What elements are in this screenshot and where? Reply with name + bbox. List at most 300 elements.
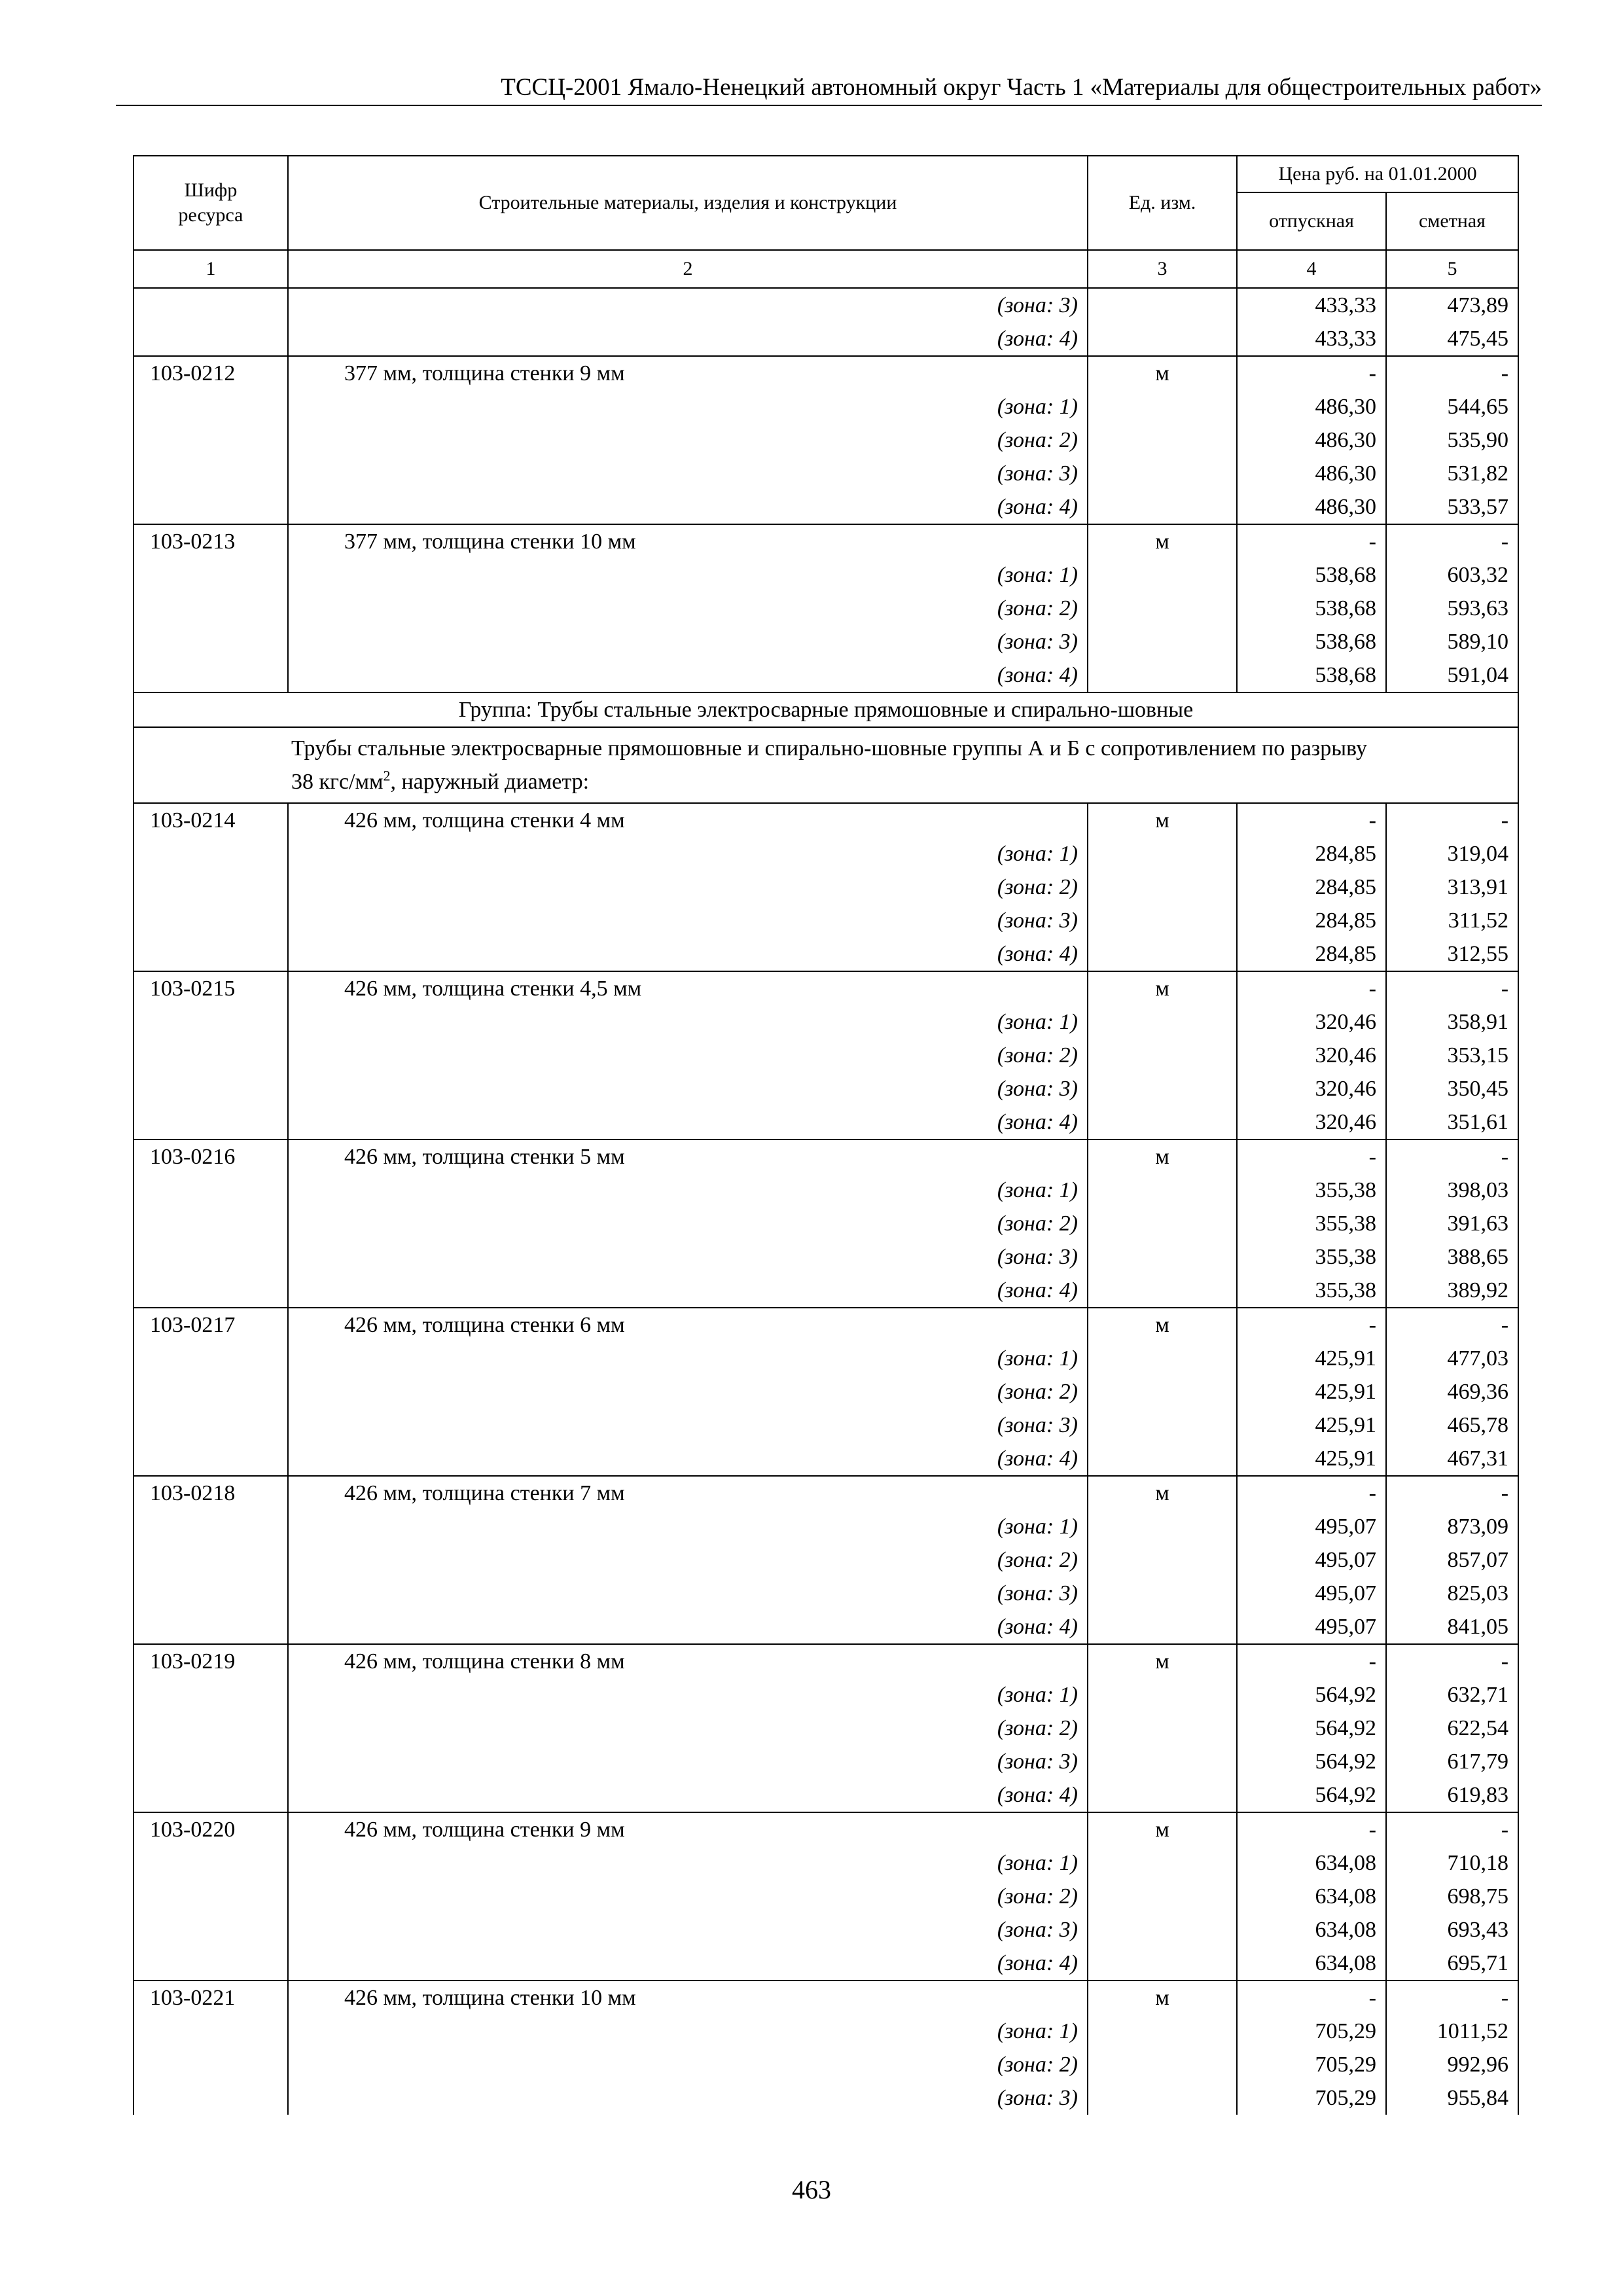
code-cell — [134, 1712, 288, 1745]
release-price: 634,08 — [1237, 1846, 1386, 1880]
estimate-price: 391,63 — [1386, 1207, 1518, 1240]
release-price: 486,30 — [1237, 390, 1386, 423]
zone-label: (зона: 3) — [288, 2081, 1088, 2115]
release-price: 538,68 — [1237, 558, 1386, 592]
zone-row — [134, 1577, 1518, 1610]
estimate-price: 311,52 — [1386, 904, 1518, 937]
group-row — [134, 692, 1518, 727]
release-price: 355,38 — [1237, 1274, 1386, 1308]
estimate-price: 351,61 — [1386, 1105, 1518, 1139]
release-price: 705,29 — [1237, 2015, 1386, 2048]
zone-row — [134, 1408, 1518, 1442]
release-price: - — [1237, 803, 1386, 837]
unit-cell — [1088, 1105, 1237, 1139]
running-header: ТССЦ-2001 Ямало-Ненецкий автономный округ Часть 1 «Материалы для общестроительных работ» — [501, 74, 1542, 101]
release-price: 486,30 — [1237, 490, 1386, 524]
group-description-line2a: 38 кгс/мм — [291, 770, 383, 794]
zone-label: (зона: 2) — [288, 592, 1088, 625]
release-price: 320,46 — [1237, 1072, 1386, 1105]
header-rule — [116, 105, 1542, 106]
estimate-price: 622,54 — [1386, 1712, 1518, 1745]
unit-cell — [1088, 1207, 1237, 1240]
estimate-price: 825,03 — [1386, 1577, 1518, 1610]
resource-code: 103-0213 — [134, 524, 288, 558]
zone-row — [134, 1105, 1518, 1139]
group-description — [134, 727, 1518, 803]
unit-cell — [1088, 457, 1237, 490]
release-price: 284,85 — [1237, 937, 1386, 971]
unit-cell — [1088, 1510, 1237, 1543]
unit-cell — [1088, 625, 1237, 658]
release-price: 425,91 — [1237, 1408, 1386, 1442]
zone-label: (зона: 4) — [288, 1610, 1088, 1644]
zone-label: (зона: 2) — [288, 1712, 1088, 1745]
release-price: 564,92 — [1237, 1745, 1386, 1778]
unit-cell — [1088, 937, 1237, 971]
zone-row — [134, 1543, 1518, 1577]
estimate-price: 312,55 — [1386, 937, 1518, 971]
col-number: 2 — [288, 250, 1088, 288]
zone-row — [134, 1778, 1518, 1812]
estimate-price: 531,82 — [1386, 457, 1518, 490]
estimate-price: 632,71 — [1386, 1678, 1518, 1712]
code-cell — [134, 2081, 288, 2115]
unit-cell — [1088, 592, 1237, 625]
estimate-price: 469,36 — [1386, 1375, 1518, 1408]
code-cell — [134, 1342, 288, 1375]
zone-label: (зона: 3) — [288, 288, 1088, 322]
estimate-price: - — [1386, 524, 1518, 558]
resource-code: 103-0214 — [134, 803, 288, 837]
code-cell — [134, 1610, 288, 1644]
unit-cell: м — [1088, 1981, 1237, 2015]
unit-cell — [1088, 1712, 1237, 1745]
code-cell — [134, 1240, 288, 1274]
item-row — [134, 1812, 1518, 1846]
unit-cell: м — [1088, 1644, 1237, 1678]
estimate-price: - — [1386, 803, 1518, 837]
zone-row — [134, 1745, 1518, 1778]
unit-cell — [1088, 2015, 1237, 2048]
resource-code: 103-0221 — [134, 1981, 288, 2015]
zone-label: (зона: 1) — [288, 2015, 1088, 2048]
zone-row — [134, 1846, 1518, 1880]
zone-label: (зона: 4) — [288, 322, 1088, 356]
code-cell — [134, 1105, 288, 1139]
group-description-row — [134, 727, 1518, 803]
unit-cell — [1088, 1408, 1237, 1442]
estimate-price: - — [1386, 1981, 1518, 2015]
unit-cell — [1088, 1778, 1237, 1812]
estimate-price: 603,32 — [1386, 558, 1518, 592]
zone-label: (зона: 3) — [288, 1408, 1088, 1442]
zone-label: (зона: 1) — [288, 1846, 1088, 1880]
unit-cell — [1088, 1274, 1237, 1308]
estimate-price: 698,75 — [1386, 1880, 1518, 1913]
release-price: 634,08 — [1237, 1946, 1386, 1981]
zone-label: (зона: 4) — [288, 490, 1088, 524]
code-cell — [134, 423, 288, 457]
col-header-estimate: сметная — [1386, 192, 1518, 250]
resource-code: 103-0220 — [134, 1812, 288, 1846]
estimate-price: - — [1386, 1476, 1518, 1510]
estimate-price: 591,04 — [1386, 658, 1518, 692]
zone-label: (зона: 2) — [288, 1543, 1088, 1577]
estimate-price: 465,78 — [1386, 1408, 1518, 1442]
release-price: 495,07 — [1237, 1510, 1386, 1543]
zone-row — [134, 625, 1518, 658]
release-price: 564,92 — [1237, 1712, 1386, 1745]
release-price: - — [1237, 1476, 1386, 1510]
zone-row — [134, 1342, 1518, 1375]
zone-label: (зона: 4) — [288, 1274, 1088, 1308]
code-cell — [134, 1846, 288, 1880]
unit-cell — [1088, 1880, 1237, 1913]
release-price: - — [1237, 971, 1386, 1005]
release-price: 538,68 — [1237, 658, 1386, 692]
superscript: 2 — [383, 767, 391, 784]
code-cell — [134, 1207, 288, 1240]
zone-row — [134, 1712, 1518, 1745]
code-cell — [134, 1577, 288, 1610]
code-cell — [134, 1039, 288, 1072]
estimate-price: - — [1386, 1644, 1518, 1678]
estimate-price: 467,31 — [1386, 1442, 1518, 1476]
release-price: 538,68 — [1237, 592, 1386, 625]
release-price: 284,85 — [1237, 837, 1386, 870]
item-row — [134, 1981, 1518, 2015]
release-price: 486,30 — [1237, 423, 1386, 457]
group-section — [134, 692, 1518, 803]
material-name: 426 мм, толщина стенки 10 мм — [288, 1981, 1088, 2015]
zone-row — [134, 904, 1518, 937]
code-cell — [134, 1946, 288, 1981]
release-price: 355,38 — [1237, 1207, 1386, 1240]
zone-row — [134, 490, 1518, 524]
code-cell — [134, 1913, 288, 1946]
item-row — [134, 971, 1518, 1005]
zone-row — [134, 1375, 1518, 1408]
zone-row — [134, 1207, 1518, 1240]
zone-label: (зона: 3) — [288, 904, 1088, 937]
unit-cell — [1088, 1745, 1237, 1778]
material-name: 377 мм, толщина стенки 10 мм — [288, 524, 1088, 558]
code-cell — [134, 1375, 288, 1408]
material-name: 426 мм, толщина стенки 4 мм — [288, 803, 1088, 837]
estimate-price: 473,89 — [1386, 288, 1518, 322]
group-description-line2b: , наружный диаметр: — [390, 770, 590, 794]
item-row — [134, 803, 1518, 837]
unit-cell: м — [1088, 1812, 1237, 1846]
release-price: 564,92 — [1237, 1678, 1386, 1712]
zone-row — [134, 937, 1518, 971]
resource-code: 103-0219 — [134, 1644, 288, 1678]
unit-cell — [1088, 2081, 1237, 2115]
zone-row — [134, 1005, 1518, 1039]
unit-cell: м — [1088, 524, 1237, 558]
release-price: 634,08 — [1237, 1880, 1386, 1913]
zone-row — [134, 390, 1518, 423]
estimate-price: 1011,52 — [1386, 2015, 1518, 2048]
resource-code: 103-0212 — [134, 356, 288, 390]
release-price: - — [1237, 1139, 1386, 1174]
estimate-price: 358,91 — [1386, 1005, 1518, 1039]
zone-label: (зона: 2) — [288, 2048, 1088, 2081]
zone-row — [134, 592, 1518, 625]
release-price: 705,29 — [1237, 2048, 1386, 2081]
zone-row — [134, 1072, 1518, 1105]
estimate-price: 992,96 — [1386, 2048, 1518, 2081]
estimate-price: 319,04 — [1386, 837, 1518, 870]
estimate-price: 398,03 — [1386, 1174, 1518, 1207]
code-cell — [134, 904, 288, 937]
estimate-price: 617,79 — [1386, 1745, 1518, 1778]
code-cell — [134, 390, 288, 423]
zone-label: (зона: 1) — [288, 558, 1088, 592]
release-price: 320,46 — [1237, 1005, 1386, 1039]
release-price: 425,91 — [1237, 1375, 1386, 1408]
estimate-price: 710,18 — [1386, 1846, 1518, 1880]
unit-cell — [1088, 1005, 1237, 1039]
release-price: 284,85 — [1237, 904, 1386, 937]
zone-row — [134, 1274, 1518, 1308]
estimate-price: 841,05 — [1386, 1610, 1518, 1644]
zone-label: (зона: 1) — [288, 1678, 1088, 1712]
unit-cell — [1088, 1039, 1237, 1072]
zone-label: (зона: 1) — [288, 1005, 1088, 1039]
zone-row — [134, 1610, 1518, 1644]
unit-cell: м — [1088, 1139, 1237, 1174]
unit-cell — [1088, 1913, 1237, 1946]
estimate-price: 350,45 — [1386, 1072, 1518, 1105]
material-name: 377 мм, толщина стенки 9 мм — [288, 356, 1088, 390]
code-cell — [134, 1072, 288, 1105]
zone-label: (зона: 4) — [288, 1946, 1088, 1981]
zone-row — [134, 288, 1518, 322]
release-price: 425,91 — [1237, 1342, 1386, 1375]
zone-label: (зона: 4) — [288, 1105, 1088, 1139]
release-price: 705,29 — [1237, 2081, 1386, 2115]
unit-cell — [1088, 837, 1237, 870]
zone-row — [134, 322, 1518, 356]
estimate-price: 873,09 — [1386, 1510, 1518, 1543]
code-cell — [134, 658, 288, 692]
code-cell — [134, 457, 288, 490]
release-price: 355,38 — [1237, 1174, 1386, 1207]
table-body-a — [134, 288, 1518, 692]
release-price: 486,30 — [1237, 457, 1386, 490]
item-row — [134, 1139, 1518, 1174]
unit-cell — [1088, 1072, 1237, 1105]
zone-row — [134, 1880, 1518, 1913]
zone-row — [134, 1442, 1518, 1476]
zone-label: (зона: 1) — [288, 1510, 1088, 1543]
release-price: 320,46 — [1237, 1105, 1386, 1139]
release-price: 355,38 — [1237, 1240, 1386, 1274]
zone-label: (зона: 2) — [288, 870, 1088, 904]
code-cell — [134, 1274, 288, 1308]
unit-cell: м — [1088, 803, 1237, 837]
estimate-price: 695,71 — [1386, 1946, 1518, 1981]
material-name: 426 мм, толщина стенки 9 мм — [288, 1812, 1088, 1846]
release-price: 284,85 — [1237, 870, 1386, 904]
estimate-price: 619,83 — [1386, 1778, 1518, 1812]
unit-cell — [1088, 490, 1237, 524]
zone-label: (зона: 4) — [288, 658, 1088, 692]
code-cell — [134, 592, 288, 625]
code-cell — [134, 1543, 288, 1577]
release-price: 425,91 — [1237, 1442, 1386, 1476]
estimate-price: 589,10 — [1386, 625, 1518, 658]
item-row — [134, 356, 1518, 390]
material-name: 426 мм, толщина стенки 4,5 мм — [288, 971, 1088, 1005]
release-price: - — [1237, 356, 1386, 390]
estimate-price: 544,65 — [1386, 390, 1518, 423]
zone-label: (зона: 2) — [288, 1207, 1088, 1240]
zone-row — [134, 558, 1518, 592]
unit-cell — [1088, 1577, 1237, 1610]
release-price: 538,68 — [1237, 625, 1386, 658]
zone-row — [134, 870, 1518, 904]
code-cell — [134, 1442, 288, 1476]
zone-row — [134, 1039, 1518, 1072]
col-header-price: Цена руб. на 01.01.2000 — [1237, 156, 1518, 192]
group-description-line1: Трубы стальные электросварные прямошовные и спирально-шовные группы А и Б с сопротивлением по разрыву — [291, 736, 1367, 761]
code-cell — [134, 2048, 288, 2081]
estimate-price: 857,07 — [1386, 1543, 1518, 1577]
release-price: - — [1237, 1812, 1386, 1846]
zone-label: (зона: 4) — [288, 1778, 1088, 1812]
zone-row — [134, 423, 1518, 457]
col-header-unit: Ед. изм. — [1088, 156, 1237, 250]
estimate-price: 593,63 — [1386, 592, 1518, 625]
zone-label: (зона: 1) — [288, 1342, 1088, 1375]
release-price: - — [1237, 1981, 1386, 2015]
table-head — [134, 156, 1518, 288]
zone-label: (зона: 3) — [288, 625, 1088, 658]
unit-cell — [1088, 390, 1237, 423]
zone-row — [134, 658, 1518, 692]
unit-cell — [1088, 2048, 1237, 2081]
release-price: 495,07 — [1237, 1610, 1386, 1644]
release-price: 320,46 — [1237, 1039, 1386, 1072]
unit-cell — [1088, 904, 1237, 937]
unit-cell — [1088, 1946, 1237, 1981]
code-cell — [134, 1510, 288, 1543]
table-body-b — [134, 803, 1518, 2115]
unit-cell — [1088, 1174, 1237, 1207]
estimate-price: - — [1386, 356, 1518, 390]
zone-row — [134, 1174, 1518, 1207]
zone-row — [134, 1913, 1518, 1946]
item-row — [134, 1476, 1518, 1510]
estimate-price: 389,92 — [1386, 1274, 1518, 1308]
material-name: 426 мм, толщина стенки 6 мм — [288, 1308, 1088, 1342]
code-cell — [134, 1880, 288, 1913]
zone-label: (зона: 4) — [288, 1442, 1088, 1476]
release-price: - — [1237, 524, 1386, 558]
unit-cell — [1088, 1342, 1237, 1375]
code-cell — [134, 2015, 288, 2048]
unit-cell — [1088, 870, 1237, 904]
estimate-price: 475,45 — [1386, 322, 1518, 356]
unit-cell: м — [1088, 356, 1237, 390]
code-cell — [134, 490, 288, 524]
item-row — [134, 1308, 1518, 1342]
page-number: 463 — [792, 2175, 831, 2204]
zone-row — [134, 2048, 1518, 2081]
code-cell — [134, 1678, 288, 1712]
material-name: 426 мм, толщина стенки 7 мм — [288, 1476, 1088, 1510]
zone-label: (зона: 3) — [288, 1240, 1088, 1274]
zone-label: (зона: 3) — [288, 1072, 1088, 1105]
estimate-price: 535,90 — [1386, 423, 1518, 457]
zone-row — [134, 2081, 1518, 2115]
unit-cell — [1088, 423, 1237, 457]
code-cell — [134, 1408, 288, 1442]
code-cell — [134, 625, 288, 658]
estimate-price: 477,03 — [1386, 1342, 1518, 1375]
estimate-price: 533,57 — [1386, 490, 1518, 524]
zone-label: (зона: 2) — [288, 1039, 1088, 1072]
zone-label: (зона: 2) — [288, 1375, 1088, 1408]
unit-cell: м — [1088, 1308, 1237, 1342]
zone-label: (зона: 1) — [288, 1174, 1088, 1207]
zone-row — [134, 2015, 1518, 2048]
release-price: - — [1237, 1308, 1386, 1342]
col-number: 1 — [134, 250, 288, 288]
zone-label: (зона: 3) — [288, 1745, 1088, 1778]
material-name: 426 мм, толщина стенки 5 мм — [288, 1139, 1088, 1174]
code-cell — [134, 870, 288, 904]
unit-cell — [1088, 322, 1237, 356]
zone-row — [134, 457, 1518, 490]
release-price: 433,33 — [1237, 322, 1386, 356]
zone-label: (зона: 3) — [288, 457, 1088, 490]
unit-cell — [1088, 1375, 1237, 1408]
estimate-price: - — [1386, 1308, 1518, 1342]
zone-label: (зона: 2) — [288, 423, 1088, 457]
zone-label: (зона: 4) — [288, 937, 1088, 971]
col-number: 4 — [1237, 250, 1386, 288]
estimate-price: 353,15 — [1386, 1039, 1518, 1072]
material-name: 426 мм, толщина стенки 8 мм — [288, 1644, 1088, 1678]
code-cell — [134, 288, 288, 322]
unit-cell — [1088, 1846, 1237, 1880]
unit-cell — [1088, 1442, 1237, 1476]
estimate-price: - — [1386, 971, 1518, 1005]
unit-cell: м — [1088, 971, 1237, 1005]
zone-label: (зона: 3) — [288, 1913, 1088, 1946]
col-number: 5 — [1386, 250, 1518, 288]
group-title: Группа: Трубы стальные электросварные прямошовные и спирально-шовные — [134, 692, 1518, 727]
zone-row — [134, 837, 1518, 870]
zone-row — [134, 1510, 1518, 1543]
zone-row — [134, 1946, 1518, 1981]
zone-label: (зона: 1) — [288, 390, 1088, 423]
release-price: 634,08 — [1237, 1913, 1386, 1946]
resource-code: 103-0218 — [134, 1476, 288, 1510]
code-cell — [134, 937, 288, 971]
release-price: 433,33 — [1237, 288, 1386, 322]
col-header-code: Шифр ресурса — [134, 156, 288, 250]
release-price: 495,07 — [1237, 1543, 1386, 1577]
code-cell — [134, 322, 288, 356]
zone-label: (зона: 1) — [288, 837, 1088, 870]
unit-cell — [1088, 1678, 1237, 1712]
estimate-price: 693,43 — [1386, 1913, 1518, 1946]
unit-cell — [1088, 288, 1237, 322]
